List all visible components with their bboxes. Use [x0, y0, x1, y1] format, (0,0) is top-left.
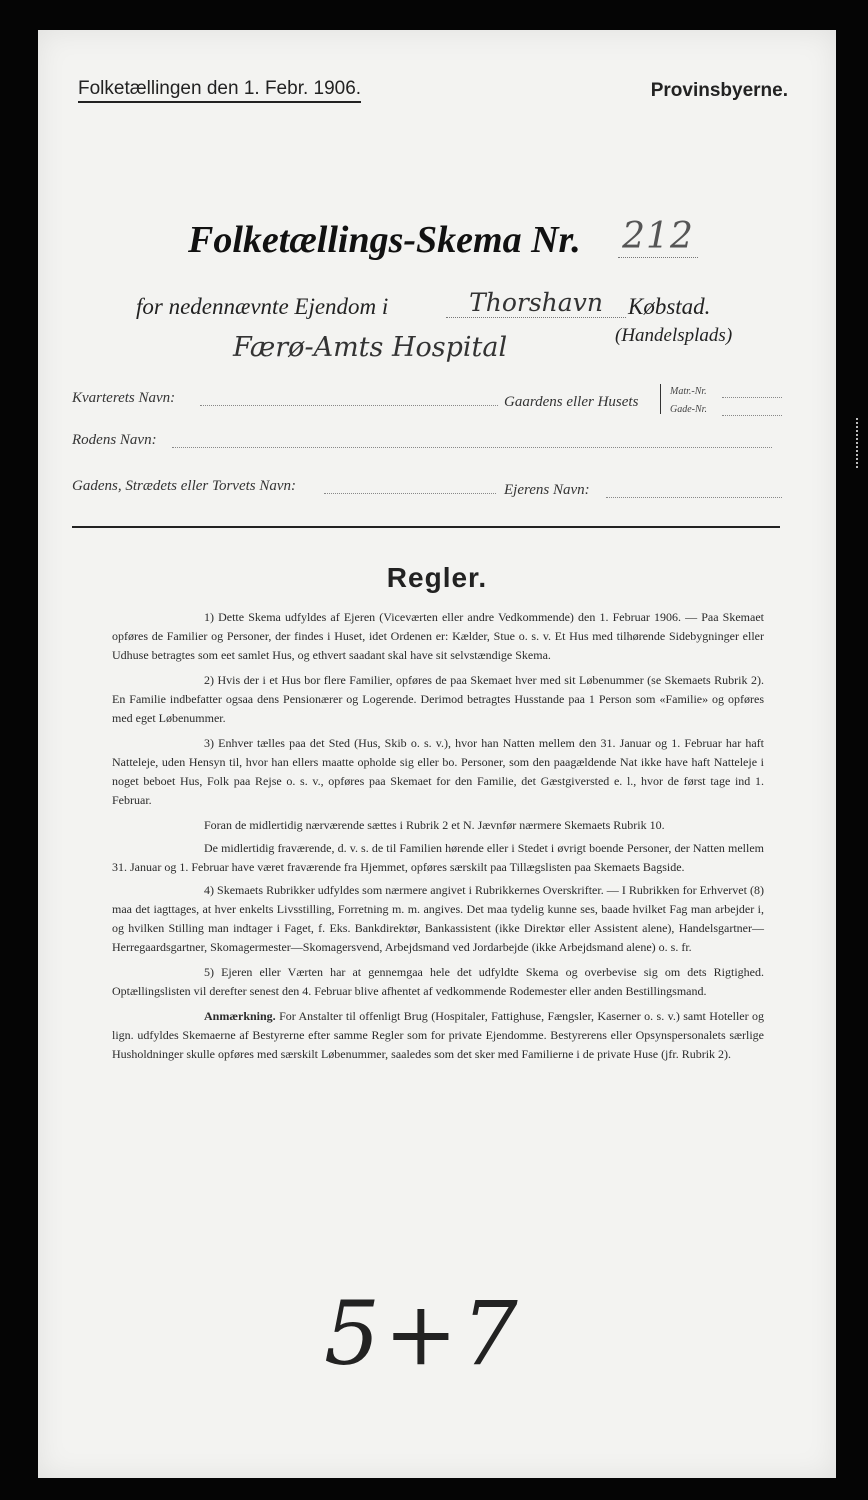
gade-nr-label: Gade-Nr.	[670, 404, 707, 415]
rule-3-midlertidig-naervaerende: Foran de midlertidig nærværende sættes i Rubrik 2 et N. Jævnfør nærmere Skemaets Rubrik 10.	[204, 818, 665, 832]
rule-3: 3) Enhver tælles paa det Sted (Hus, Skib o. s. v.), hvor han Natten mellem den 31. Januar og 1. Februar har haft Natteleje, uden Hensyn til, hvor han ellers maatte opholde sig eller bo. Personer, som den paagældende Nat ikke have haft Natteleje i noget beboet Hus, Folk paa Rejse o. s. v., opføres paa Skemaet for den Familie, det Gæstgiversted e. l., hvor de først tage ind 1. Februar.	[112, 736, 764, 807]
edge-marks	[856, 418, 864, 468]
handwritten-count: 5+7	[324, 1282, 522, 1385]
ejer-label: Ejerens Navn:	[504, 482, 590, 498]
rules-heading: Regler.	[386, 562, 488, 593]
gaard-label: Gaardens eller Husets	[504, 394, 639, 410]
region-header: Provinsbyerne.	[650, 80, 788, 101]
handelsplads-label: (Handelsplads)	[615, 325, 733, 346]
ejer-line	[606, 496, 782, 498]
remark-lead: Anmærkning.	[204, 1009, 276, 1023]
gade-nr-line	[722, 414, 782, 416]
rule-2: 2) Hvis der i et Hus bor flere Familier, opføres de paa Skemaet hver med sit Løbenummer (se Skemaets Rubrik 2). En Familie indbefatter ogsaa dens Pensionærer og Logerende. Derimod betragtes Husstande paa 1 Person som «Familie» og opføres med eget Løbenummer.	[112, 673, 764, 725]
brace-divider	[660, 384, 664, 414]
form-title: Folketællings-Skema Nr.	[188, 219, 581, 261]
header-divider	[72, 526, 780, 528]
remark	[112, 1007, 764, 1064]
kvarter-label: Kvarterets Navn:	[72, 390, 176, 406]
rode-label: Rodens Navn:	[72, 432, 157, 448]
skema-number-handwritten: 212	[618, 216, 698, 258]
census-form-page	[38, 30, 836, 1478]
rule-3-midlertidig-fravaerende: De midlertidig fraværende, d. v. s. de til Familien hørende eller i Stedet i øvrigt boende Personer, der Natten mellem 31. Januar og 1. Februar have været fraværende fra Hjemmet, opføres særskilt paa Tillægslisten paa Skemaets Bagside.	[112, 841, 764, 874]
matr-nr-label: Matr.-Nr.	[670, 386, 707, 397]
rule-5: 5) Ejeren eller Værten har at gennemgaa hele det udfyldte Skema og overbevise sig om dets Rigtighed. Optællingslisten vil derefter senest den 4. Februar blive afhentet af vedkommende Rodemester eller anden Bestillingsmand.	[112, 965, 764, 998]
matr-nr-line	[722, 396, 782, 398]
kobstad-label: Købstad.	[628, 294, 711, 319]
remark-text: For Anstalter til offenligt Brug (Hospitaler, Fattighuse, Fængsler, Kaserner o. s. v.) samt Hoteller og lign. udfyldes Skemaerne af Bestyrerne efter samme Regler som for private Ejendomme. Bestyrerens eller Opsynspersonalets særlige Husholdninger skulle opføres med særskilt Løbenummer, saaledes som det sker med Familierne i de private Huse (jfr. Rubrik 2).	[112, 1009, 765, 1061]
kvarter-line	[200, 404, 498, 406]
rode-line	[172, 446, 772, 448]
gade-line	[324, 492, 496, 494]
estate-name-handwritten: Færø-Amts Hospital	[233, 332, 508, 363]
town-handwritten: Thorshavn	[446, 288, 626, 318]
rule-4: 4) Skemaets Rubrikker udfyldes som nærmere angivet i Rubrikkernes Overskrifter. — I Rubrikken for Erhvervet (8) maa det iagttages, at hver enkelts Livsstilling, Forretning m. m. angives. Det maa tydelig kunne ses, baade hvilket Fag man arbejder i, og hvilken Stilling man indtager i Faget, f. Eks. Bankdirektør, Bankassistent (ikke Direktør eller Assistent alene), Handelsgartner—Herregaardsgartner, Skomagermester—Skomagersvend, Arbejdsmand ved Jordarbejde (ikke Arbejdsmand alene) o. s. fr.	[112, 883, 764, 954]
rule-1: 1) Dette Skema udfyldes af Ejeren (Viceværten eller andre Vedkommende) den 1. Februar 1906. — Paa Skemaet opføres de Familier og Personer, der findes i Huset, idet Ordenen er: Kælder, Stue o. s. v. Et Hus med tilhørende Sidebygninger eller Udhuse betragtes som eet samlet Hus, og ethvert saadant skal have sit selvstændige Skema.	[112, 610, 764, 662]
rules-body	[112, 608, 764, 1070]
census-date-header: Folketællingen den 1. Febr. 1906.	[78, 78, 361, 103]
location-prefix: for nedennævnte Ejendom i	[136, 294, 389, 319]
gade-label: Gadens, Strædets eller Torvets Navn:	[72, 478, 297, 494]
